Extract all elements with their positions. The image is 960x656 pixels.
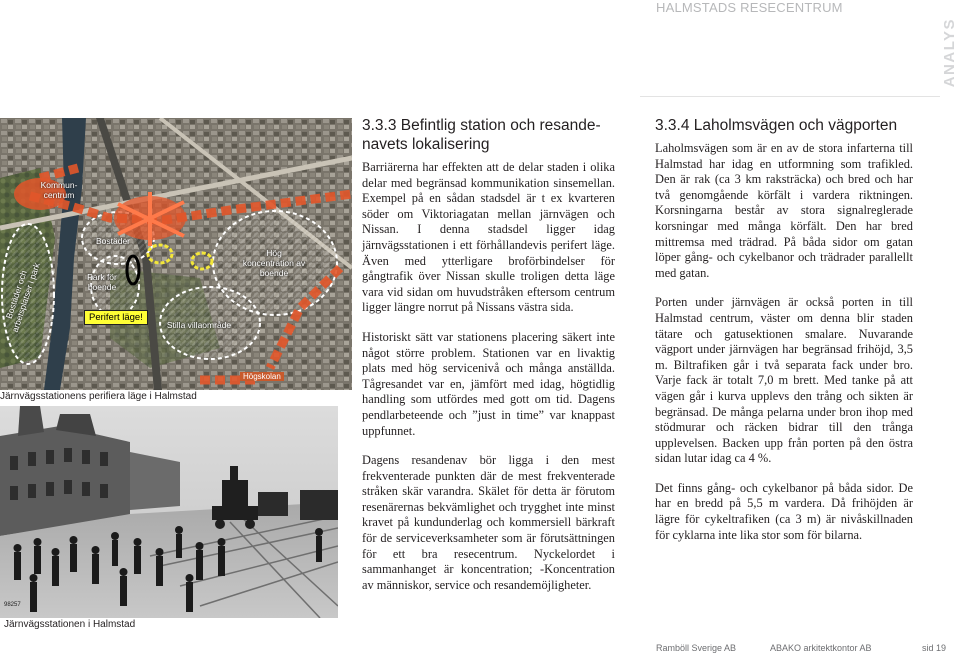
section-3-3-3-heading: 3.3.3 Befintlig station och resande- navets lokalisering: [362, 117, 601, 153]
section-3-3-4-heading: 3.3.4 Laholmsvägen och vägporten: [655, 117, 898, 134]
historic-photo-graphic: [0, 406, 338, 618]
perifert-label: Perifert läge!: [84, 310, 148, 325]
historic-photo: [0, 406, 338, 618]
photo-caption: Järnvägsstationen i Halmstad: [4, 619, 136, 630]
footer-page-number: sid 19: [922, 643, 947, 653]
map-label-park-for-boende: Park för boende: [87, 272, 117, 292]
section-3-3-4-paragraph-1: Laholmsvägen som är en av de stora infarterna till Halmstad har idag en utformning som trafikled. Den är rak (ca 3 km raksträcka) och bred och har två genomgående körfält i vardera riktningen. Korsningarna består av stora signalreglerade korsningar med många körfält. Den har bred mittremsa med trädrad. På båda sidor om gatan löper gång- och cykelbanor och trädrader parallellt med gatan.: [655, 141, 913, 280]
column-divider-rule: [640, 96, 940, 97]
section-3-3-3-paragraph-3: Dagens resandenav bör ligga i den mest frekventerade punkten där de mest frekventerade stråken skär varandra. Skälet för detta är förutom resenärernas bekvämlighet och trygghet inte minst kravet på kundunderlag och kommersiell bärkraft för de serviceverksamheter som är förutsättningen för ett bra resecentrum. Nyckelordet i sammanhanget är koncentration; -Koncentration av människor, service och resandemöjligheter.: [362, 453, 615, 592]
section-tab: ANALYS: [941, 18, 958, 88]
map-label-bostader-park: Bostäder och arbetsplatser i park: [3, 261, 42, 334]
section-3-3-3-paragraph-1: Barriärerna har effekten att de delar staden i olika delar med begränsad kommunikation sinsemellan. Exempel på en sådan stadsdel är t ex kvarteren söder om Viktoriagatan mellan järnvägen och Nissan. I denna stadsdel ligger idag järnvägsstationen i ett förhållandevis perifert läge. Även med ytterligare broförbindelser för gångtrafik över Nissan skulle troligen detta läge vara vid sidan om huvudstråken eftersom centrum ligger längre norrut på Nissans västra sida.: [362, 160, 615, 315]
aerial-map: [0, 118, 352, 390]
map-label-hogskolan: Högskolan: [240, 372, 284, 381]
map-label-hog-koncentration: Hög koncentration av boende: [242, 248, 306, 278]
section-3-3-3-paragraph-2: Historiskt sätt var stationens placering säkert inte något större problem. Stationen var en livaktig plats med hög servicenivå och många anställda. Tågresandet var en, jämfört med idag, högtidlig handling som utfördes med gott om tid. Dagens pendlarbeteende och ”just in time” var knappast uppfunnet.: [362, 329, 615, 438]
footer-company-1: Ramböll Sverige AB: [656, 643, 737, 653]
map-label-villaomrade: Stilla villaområde: [166, 320, 232, 330]
photo-plate-number: 98257: [4, 602, 21, 608]
section-3-3-3: [362, 116, 615, 607]
map-caption: Järnvägsstationens perifiera läge i Halmstad: [0, 391, 197, 402]
footer-company-2: ABAKO arkitektkontor AB: [770, 643, 872, 653]
map-label-bostader: Bostäder: [95, 236, 131, 246]
section-3-3-4-paragraph-2: Porten under järnvägen är också porten in till Halmstad centrum, väster om denna blir staden tätare och gatusektionen smalare. Nuvarande vägport under järnvägen har begränsad frihöjd, 3,5 m. Biltrafiken går i två separata fack under bro. Varje fack är totalt 7,0 m brett. Med tanke på att vägen går i kurva upplevs den trång och sikten är begränsad. De många pelarna under bron ihop med stödmurar och räcken bidrar till den trånga upplevelsen. Backen upp från porten på den östra sidan lutar idag ca 4 %.: [655, 295, 913, 466]
header-title: HALMSTADS RESECENTRUM: [656, 0, 843, 15]
map-label-kommuncentrum: Kommun- centrum: [40, 180, 78, 200]
section-3-3-4: [655, 116, 913, 557]
section-3-3-4-paragraph-3: Det finns gång- och cykelbanor på båda sidor. De har en bredd på 5,5 m vardera. Då frihöjden är lägre för cykeltrafiken (ca 3 m) är nivåskillnaden för cyklarna inte lika stor som för bilarna.: [655, 480, 913, 542]
